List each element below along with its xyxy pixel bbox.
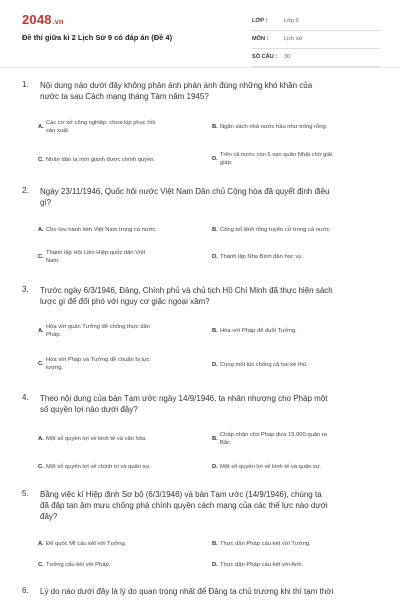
option-text (46, 561, 201, 569)
question-text (40, 80, 380, 102)
question-line: đã đập tan âm mưu chống phá chính quyền cách mạng của các thế lực nào dưới (40, 501, 328, 510)
question-text (40, 186, 380, 208)
option-line: Trên cả nước còn 6 vạn quân Nhật chờ giải (220, 152, 333, 158)
option-text (220, 253, 375, 261)
document-meta (252, 13, 380, 67)
question-line: số quyền lợi nào dưới đây? (40, 405, 138, 414)
option-letter: B. (212, 227, 218, 233)
option-text (46, 226, 201, 234)
option-line: lượng. (46, 365, 64, 371)
option-letter: D. (212, 362, 218, 368)
option-letter: B. (212, 328, 218, 334)
option-text (220, 151, 375, 167)
meta-value: Lịch sử (284, 36, 303, 42)
option-letter: C. (38, 361, 44, 367)
option-line: Một số quyền lợi về kinh tế và văn hóa. (46, 436, 147, 442)
option-line: Ngân sách nhà nước hầu như trống rỗng. (220, 124, 328, 130)
document-title: Đề thi giữa kì 2 Lịch Sử 9 có đáp án (Đề 4) (22, 33, 173, 42)
option-line: Nam. (46, 258, 60, 264)
question-number: 2. (22, 186, 29, 195)
option-line: Hòa với quân Tưởng để chống thực dân (46, 324, 150, 330)
option-line: Thực dân Pháp cấu kết với Tưởng. (220, 541, 311, 547)
option-text (220, 361, 375, 369)
option-text (220, 463, 375, 471)
option-letter: D. (212, 464, 218, 470)
option-text (46, 249, 201, 265)
option-line: Đế quốc Mĩ cấu kết với Tưởng. (46, 541, 127, 547)
meta-value: Lớp 9 (284, 18, 299, 24)
option-letter: B. (212, 541, 218, 547)
page-header (0, 0, 400, 66)
option-letter: A. (38, 436, 44, 442)
option-letter: C. (38, 562, 44, 568)
option-text (220, 561, 375, 569)
option-letter: D. (212, 254, 218, 260)
meta-row-subject (252, 31, 380, 49)
option-line: Một số quyền lợi về chính trị và quân sự. (46, 464, 151, 470)
question-line: Ngày 23/11/1946, Quốc hội nước Việt Nam Dân chủ Cộng hòa đã quyết định điều (40, 187, 330, 196)
option-text (220, 431, 375, 447)
logo-main: 2048 (22, 12, 52, 27)
meta-label: SỐ CÂU : (252, 54, 278, 60)
option-line: Pháp. (46, 332, 62, 338)
site-logo[interactable] (22, 12, 63, 27)
question-line: nước ta sau Cách mạng tháng Tám năm 1945? (40, 92, 209, 101)
question-line: Trước ngày 6/3/1946, Đảng, Chính phủ và chủ tịch Hồ Chí Minh đã thực hiện sách (40, 286, 333, 295)
option-letter: A. (38, 227, 44, 233)
option-text (220, 327, 375, 335)
option-letter: C. (38, 157, 44, 163)
meta-label: LỚP : (252, 18, 268, 24)
option-line: Các cơ sở công nghiệp, chưa kịp phục hồi (46, 120, 156, 126)
question-line: Theo nội dung của bản Tạm ước ngày 14/9/1946, ta nhân nhượng cho Pháp một (40, 394, 328, 403)
question-line: Nội dung nào dưới đây không phản ánh phản ánh đúng những khó khăn của (40, 81, 313, 90)
option-line: Hòa với Pháp và Tưởng để chuẩn bị lực (46, 357, 150, 363)
logo-suffix: .vn (52, 19, 64, 26)
option-letter: A. (38, 328, 44, 334)
option-line: Một số quyền lợi về kinh tế và quân sự. (220, 464, 322, 470)
meta-label: MÔN : (252, 36, 269, 42)
option-letter: B. (212, 436, 218, 442)
option-text (220, 123, 375, 131)
question-line: Bằng việc kí Hiệp định Sơ bộ (6/3/1946) và bản Tạm ước (14/9/1946), chúng ta (40, 490, 322, 499)
option-text (220, 540, 375, 548)
option-line: Thành lập Hội Liên Hiệp quốc dân Việt (46, 250, 146, 256)
option-line: Thành lập Nha Bình dân học vụ. (220, 254, 304, 260)
option-letter: A. (38, 124, 44, 130)
option-letter: B. (212, 124, 218, 130)
option-text (46, 356, 201, 372)
option-line: Nhân dân ta mới giành được chính quyền. (46, 157, 156, 163)
option-line: Chấp nhận cho Pháp đưa 15.000 quân ra (220, 432, 328, 438)
option-letter: D. (212, 156, 218, 162)
option-letter: C. (38, 254, 44, 260)
option-line: Bắc. (220, 440, 232, 446)
question-number: 5. (22, 489, 29, 498)
option-line: Cùng một lúc chống cả hai kẻ thù. (220, 362, 308, 368)
option-text (46, 435, 201, 443)
option-line: Công bố lệnh tổng tuyển cử trong cả nước. (220, 227, 332, 233)
option-letter: A. (38, 541, 44, 547)
option-text (46, 463, 201, 471)
option-line: giáp. (220, 160, 233, 166)
question-text (40, 393, 380, 415)
option-letter: C. (38, 464, 44, 470)
meta-row-question-count (252, 49, 380, 67)
option-letter: D. (212, 562, 218, 568)
question-line: đây? (40, 512, 58, 521)
meta-value: 30 (284, 54, 291, 60)
option-text (46, 323, 201, 339)
option-text (220, 226, 375, 234)
question-number: 1. (22, 80, 29, 89)
option-line: Hòa với Pháp để đuổi Tưởng. (220, 328, 297, 334)
question-text (40, 285, 380, 307)
meta-row-class (252, 13, 380, 31)
option-text (46, 119, 201, 135)
question-text (40, 489, 380, 522)
option-line: Thực dân Pháp cấu kết với Anh. (220, 562, 304, 568)
question-number: 6. (22, 586, 29, 595)
option-text (46, 156, 201, 164)
question-line: lược gì để đối phó với nguy cơ giặc ngoại xâm? (40, 297, 210, 306)
option-line: Cho lưu hành tiền Việt Nam trong cả nước. (46, 227, 158, 233)
question-line: Lý do nào dưới đây là lý do quan trọng nhất để Đảng ta chủ trương khi thì tạm thời (40, 587, 334, 596)
question-number: 3. (22, 285, 29, 294)
option-line: sản xuất. (46, 128, 70, 134)
header-divider (0, 67, 400, 68)
question-line: gì? (40, 198, 52, 207)
question-number: 4. (22, 393, 29, 402)
option-line: Tưởng cấu kết với Pháp. (46, 562, 111, 568)
option-text (46, 540, 201, 548)
question-text (40, 586, 380, 597)
